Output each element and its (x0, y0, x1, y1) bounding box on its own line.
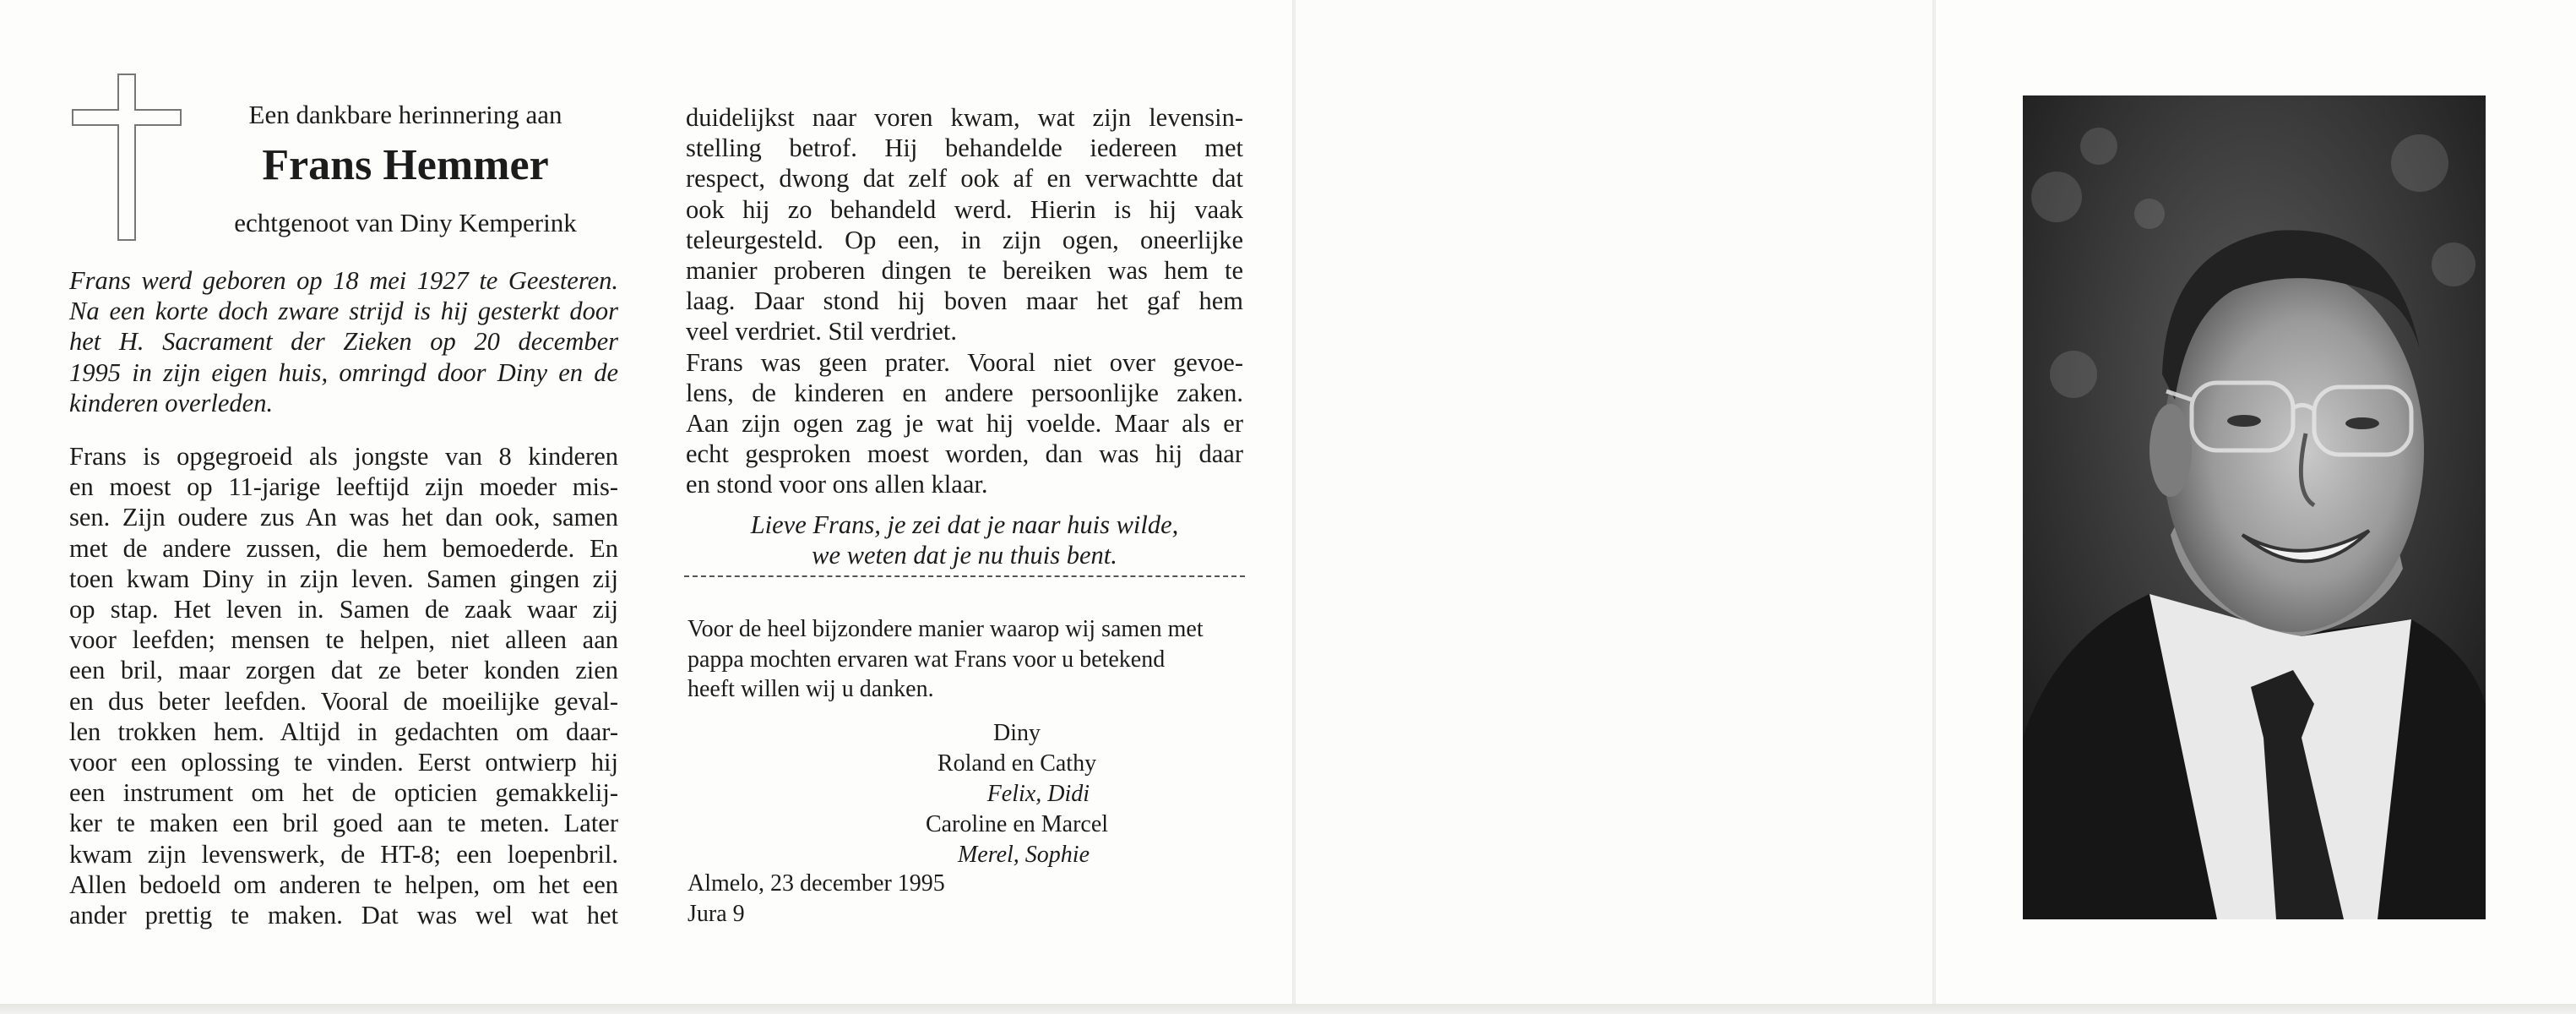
dashed-divider (684, 575, 1245, 577)
text-line: toen kwam Diny in zijn leven. Samen gingen zij (69, 564, 618, 593)
text-line: Aan zijn ogen zag je wat hij voelde. Maar als er (686, 409, 1243, 439)
text-line: Voor de heel bijzondere manier waarop wij samen met (687, 616, 1204, 642)
text-line: ander prettig te maken. Dat was wel wat het (69, 901, 618, 930)
text-line: Allen bedoeld om anderen te helpen, om het een (69, 870, 618, 899)
text-line: ook hij zo behandeld werd. Hierin is hij vaak (686, 194, 1243, 224)
text-line: op stap. Het leven in. Samen de zaak waar zij (69, 595, 618, 624)
text-line: pappa mochten ervaren wat Frans voor u betekend (687, 646, 1166, 673)
text-line: veel verdriet. Stil verdriet. (686, 317, 957, 346)
fold-line (1292, 0, 1296, 1006)
text-line: len trokken hem. Altijd in gedachten om daar- (69, 717, 618, 746)
text-line: het H. Sacrament der Zieken op 20 december (69, 327, 618, 357)
text-line: met de andere zussen, die hem bemoederde. En (69, 533, 618, 563)
text-line: Frans is opgegroeid als jongste van 8 kinderen (69, 442, 618, 471)
text-line: en dus beter leefden. Vooral de moeilijke geval- (69, 686, 618, 716)
text-line: ker te maken een bril goed aan te meten. Later (69, 809, 618, 838)
signature-caroline-marcel: Caroline en Marcel (925, 811, 1109, 837)
portrait-illustration (2023, 95, 2486, 919)
text-line: kwam zijn levenswerk, de HT-8; een loepenbril. (69, 839, 618, 869)
text-line: lens, de kinderen en andere persoonlijke zaken. (686, 378, 1243, 407)
text-line: een instrument om het de opticien gemakkelij- (69, 778, 618, 808)
text-line: respect, dwong dat zelf ook af en verwachtte dat (686, 164, 1243, 194)
life-story-continued-text (686, 102, 1243, 500)
place-and-date: Almelo, 23 december 1995 (687, 870, 945, 897)
life-story-text (69, 441, 618, 930)
thank-you-text (687, 614, 1245, 705)
quote-line: we weten dat je nu thuis bent. (812, 541, 1117, 570)
farewell-quote (686, 510, 1243, 570)
text-line: duidelijkst naar voren kwam, wat zijn levensin- (686, 103, 1243, 132)
text-line: laag. Daar stond hij boven maar het gaf hem (686, 286, 1243, 316)
text-line: Frans was geen prater. Vooral niet over gevoe- (686, 347, 1243, 377)
signature-grandchildren: Felix, Didi (986, 781, 1090, 807)
deceased-name: Frans Hemmer (262, 141, 549, 189)
text-line: manier proberen dingen te bereiken was hem te (686, 256, 1243, 286)
text-line: heeft willen wij u danken. (687, 676, 934, 702)
text-line: sen. Zijn oudere zus An was het dan ook, samen (69, 503, 618, 532)
signature-grandchildren: Merel, Sophie (957, 842, 1090, 868)
signature-diny: Diny (993, 720, 1041, 746)
text-line: teleurgesteld. Op een, in zijn ogen, oneerlijke (686, 225, 1243, 254)
text-line: stelling betrof. Hij behandelde iedereen met (686, 134, 1243, 163)
card-blank-panel (1294, 0, 1934, 1006)
signature-roland-cathy: Roland en Cathy (937, 750, 1097, 777)
text-line: Frans werd geboren op 18 mei 1927 te Geesteren. (69, 266, 618, 295)
text-line: voor leefden; mensen te helpen, niet alleen aan (69, 625, 618, 655)
quote-line: Lieve Frans, je zei dat je naar huis wilde, (750, 510, 1179, 539)
birth-and-death-text (69, 265, 618, 418)
text-line: voor een oplossing te vinden. Eerst ontwierp hij (69, 748, 618, 777)
scan-edge (0, 1004, 2576, 1014)
fold-line (1932, 0, 1936, 1006)
remembrance-intro: Een dankbare herinnering aan (248, 100, 562, 129)
text-line: en stond voor ons allen klaar. (686, 470, 988, 499)
text-line: 1995 in zijn eigen huis, omringd door Diny en de (69, 357, 618, 387)
spouse-line: echtgenoot van Diny Kemperink (234, 208, 577, 237)
text-line: echt gesproken moest worden, dan was hij daar (686, 439, 1243, 469)
address: Jura 9 (687, 901, 745, 927)
text-line: kinderen overleden. (69, 388, 274, 417)
portrait-photo (2023, 95, 2486, 919)
cross-icon (71, 73, 182, 242)
text-line: een bril, maar zorgen dat ze beter konden zien (69, 656, 618, 685)
text-line: en moest op 11-jarige leeftijd zijn moeder mis- (69, 472, 618, 502)
text-line: Na een korte doch zware strijd is hij gesterkt door (69, 297, 618, 326)
